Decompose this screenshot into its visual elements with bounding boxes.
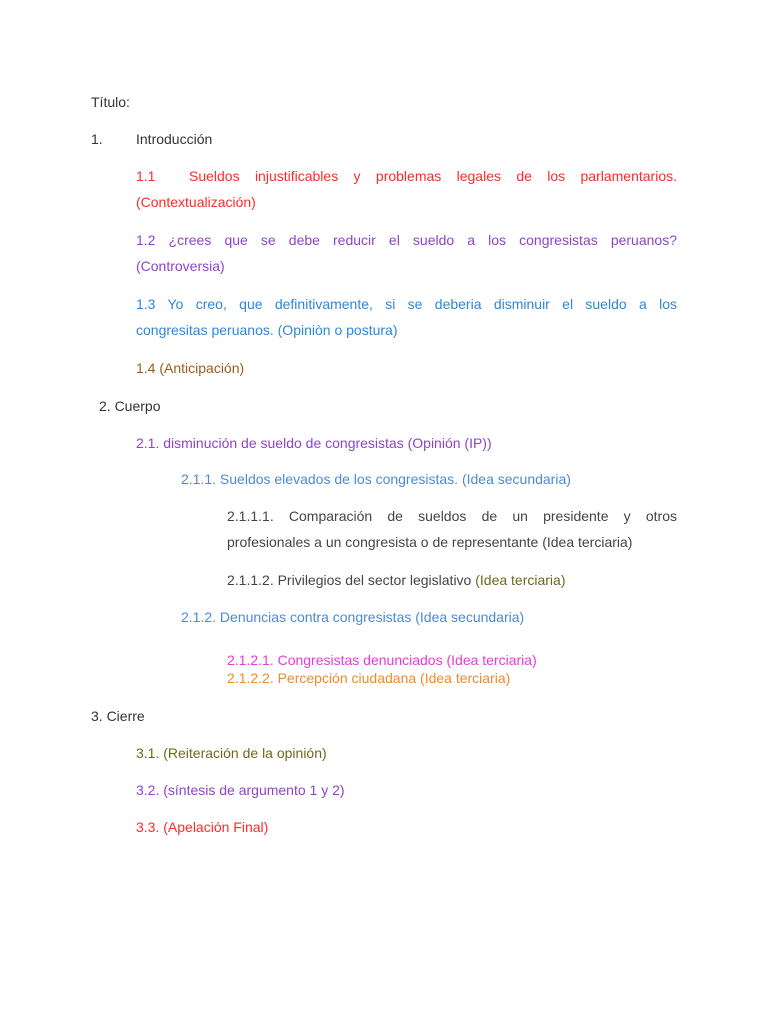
item-2-1-1-1-line2: profesionales a un congresista o de representante (Idea terciaria): [227, 534, 633, 550]
item-1-4: 1.4 (Anticipación): [136, 360, 245, 376]
item-2-1-2-2: 2.1.2.2. Percepción ciudadana (Idea terciaria): [227, 670, 511, 686]
heading-cierre: 3. Cierre: [91, 708, 145, 724]
heading-label: Introducción: [136, 131, 213, 147]
item-text: Sueldos injustificables y problemas legales de los parlamentarios.: [189, 168, 677, 184]
item-number: 1.1: [136, 168, 156, 184]
item-2-1-1-2: [227, 571, 566, 589]
item-1-1: [136, 163, 677, 215]
item-2-1-2: 2.1.2. Denuncias contra congresistas (Idea secundaria): [181, 609, 525, 625]
item-2-1-1-1-line1: 2.1.1.1. Comparación de sueldos de un presidente y otros: [227, 508, 677, 524]
item-3-3: 3.3. (Apelación Final): [136, 819, 269, 835]
item-1-2-line2: (Controversia): [136, 258, 225, 274]
item-2-1-1-1: [227, 503, 677, 555]
item-1-3-line1: 1.3 Yo creo, que definitivamente, si se deberia disminuir el sueldo a los: [136, 296, 677, 312]
item-1-3-line2: congresitas peruanos. (Opiniòn o postura): [136, 322, 398, 338]
document-title-label: Título:: [91, 94, 130, 110]
item-1-1-line2: (Contextualización): [136, 194, 256, 210]
item-2-1: 2.1. disminución de sueldo de congresistas (Opinión (IP)): [136, 435, 492, 451]
item-1-3: [136, 291, 677, 343]
item-2-1-2-1: 2.1.2.1. Congresistas denunciados (Idea terciaria): [227, 652, 537, 668]
heading-introduccion: [91, 130, 212, 148]
item-1-2: [136, 227, 677, 279]
item-main: 2.1.1.2. Privilegios del sector legislativo: [227, 572, 476, 588]
heading-number: 1.: [91, 131, 103, 147]
item-tail: (Idea terciaria): [475, 572, 566, 588]
item-3-1: 3.1. (Reiteración de la opinión): [136, 745, 327, 761]
item-1-1-line1: [136, 163, 677, 189]
item-3-2: 3.2. (síntesis de argumento 1 y 2): [136, 782, 345, 798]
heading-cuerpo: 2. Cuerpo: [99, 398, 161, 414]
item-2-1-1: 2.1.1. Sueldos elevados de los congresistas. (Idea secundaria): [181, 471, 571, 487]
item-1-2-line1: 1.2 ¿crees que se debe reducir el sueldo a los congresistas peruanos?: [136, 232, 677, 248]
